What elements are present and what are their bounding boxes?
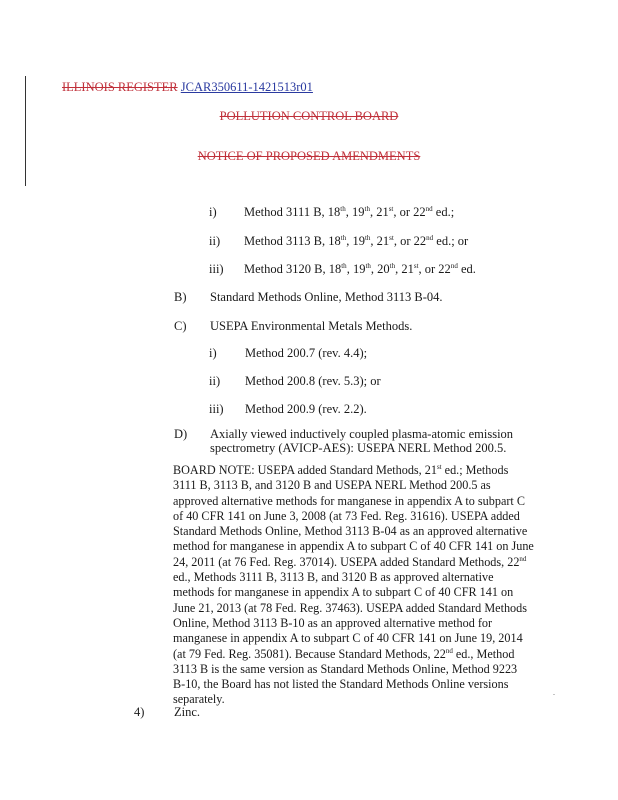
item-label: iii)	[209, 402, 224, 416]
item-text: Standard Methods Online, Method 3113 B-04.	[210, 290, 443, 304]
item-text: USEPA Environmental Metals Methods.	[210, 319, 413, 333]
item-label: 4)	[134, 705, 145, 719]
note-line: method for manganese in appendix A to subpart C of 40 CFR 141 on June	[173, 539, 534, 554]
register-deleted-text: ILLINOIS REGISTER	[62, 80, 178, 94]
item-label: i)	[209, 205, 217, 219]
note-line: separately.	[173, 692, 225, 707]
note-line: of 40 CFR 141 on June 3, 2008 (at 73 Fed. Reg. 31616). USEPA added	[173, 508, 520, 523]
note-line: 3113 B is the same version as Standard Methods Online, Method 9223	[173, 661, 518, 676]
note-line: 24, 2011 (at 76 Fed. Reg. 37014). USEPA added Standard Methods, 22nd	[173, 554, 527, 569]
item-label: ii)	[209, 374, 221, 388]
note-line: Standard Methods Online, Method 3113 B-04 as an approved alternative	[173, 524, 528, 539]
note-line: methods for manganese in appendix A to subpart C of 40 CFR 141 on	[173, 585, 514, 600]
board-title-text: POLLUTION CONTROL BOARD	[219, 109, 399, 123]
item-label: ii)	[209, 234, 221, 248]
note-line: B-10, the Board has not listed the Standard Methods Online versions	[173, 677, 509, 692]
item-text: Zinc.	[174, 705, 201, 719]
note-line: manganese in appendix A to subpart C of 40 CFR 141 on June 19, 2014	[173, 631, 523, 646]
note-line: June 21, 2013 (at 78 Fed. Reg. 37463). USEPA added Standard Methods	[173, 600, 527, 615]
item-text: Method 200.8 (rev. 5.3); or	[245, 374, 381, 388]
notice-title	[0, 149, 618, 164]
item-text: Method 3113 B, 18th, 19th, 21st, or 22nd ed.; or	[244, 233, 469, 248]
note-line: (at 79 Fed. Reg. 35081). Because Standard Methods, 22nd ed., Method	[173, 646, 515, 661]
note-line: Online, Method 3113 B-10 as an approved alternative method for	[173, 615, 493, 630]
notice-title-text: NOTICE OF PROPOSED AMENDMENTS	[197, 149, 421, 163]
board-title	[0, 109, 618, 124]
item-label: i)	[209, 346, 217, 360]
note-line: 3111 B, 3113 B, and 3120 B and USEPA NERL Method 200.5 as	[173, 478, 491, 493]
item-label: C)	[174, 319, 187, 333]
item-label: D)	[174, 427, 188, 441]
item-text: Method 3120 B, 18th, 19th, 20th, 21st, or 22nd ed.	[244, 261, 476, 276]
item-text: spectrometry (AVICP-AES): USEPA NERL Method 200.5.	[210, 441, 507, 455]
register-header	[62, 80, 313, 95]
item-text: Method 200.9 (rev. 2.2).	[245, 402, 367, 416]
item-text: Method 3111 B, 18th, 19th, 21st, or 22nd ed.;	[244, 204, 455, 219]
item-label: B)	[174, 290, 187, 304]
scan-speck: .	[553, 688, 555, 697]
register-inserted-text: JCAR350611-1421513r01	[180, 80, 313, 94]
note-line: BOARD NOTE: USEPA added Standard Methods, 21st ed.; Methods	[173, 462, 509, 477]
item-label: iii)	[209, 262, 224, 276]
item-text: Method 200.7 (rev. 4.4);	[245, 346, 368, 360]
note-line: approved alternative methods for manganese in appendix A to subpart C	[173, 493, 525, 508]
note-line: ed., Methods 3111 B, 3113 B, and 3120 B as approved alternative	[173, 570, 494, 585]
board-note	[173, 463, 573, 708]
item-text: Axially viewed inductively coupled plasma-atomic emission	[210, 427, 514, 441]
change-bar	[25, 76, 26, 186]
